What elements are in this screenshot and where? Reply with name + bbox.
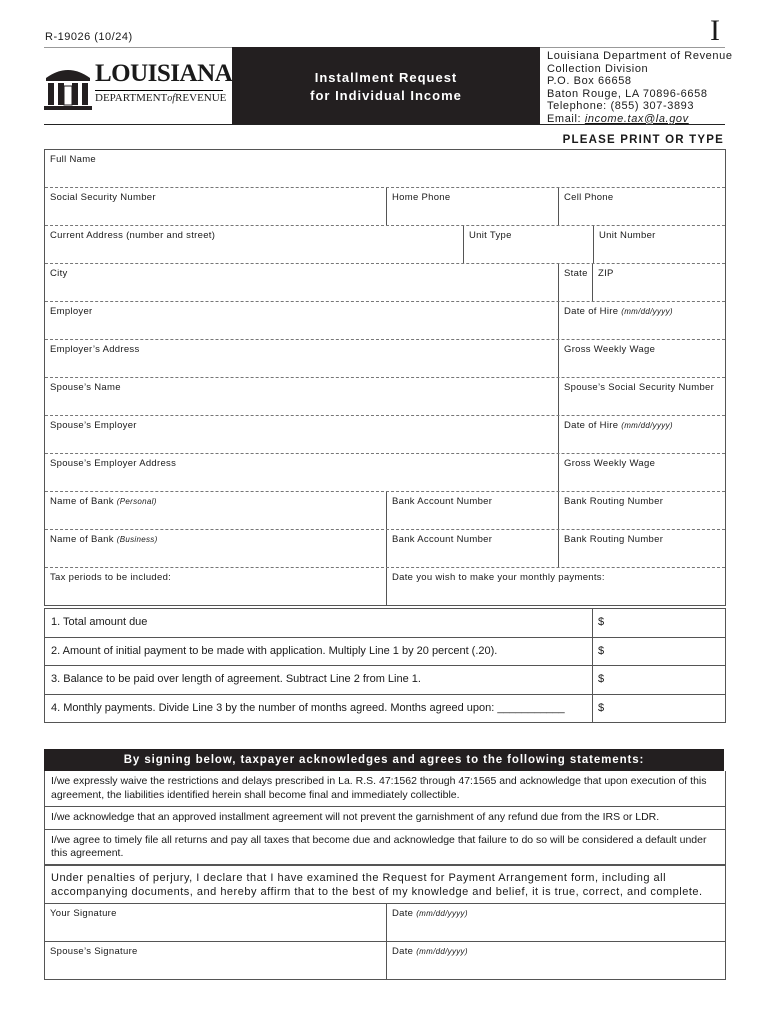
spouse-signature-date-field[interactable]: Date (mm/dd/yyyy) — [386, 942, 725, 979]
bank-routing-business-field[interactable]: Bank Routing Number — [558, 530, 725, 567]
form-number: R-19026 (10/24) — [45, 31, 133, 43]
bank-account-personal-field[interactable]: Bank Account Number — [386, 492, 558, 529]
logo-name: LOUISIANA — [95, 60, 233, 87]
logo-subtitle: DEPARTMENTofREVENUE — [95, 92, 227, 104]
form-row — [45, 529, 725, 567]
spouse-gross-weekly-wage-field[interactable]: Gross Weekly Wage — [558, 454, 725, 491]
address-line: Telephone: (855) 307-3893 — [547, 100, 695, 112]
spouse-date-of-hire-field[interactable]: Date of Hire (mm/dd/yyyy) — [558, 416, 725, 453]
line-1-label: 1. Total amount due — [45, 609, 593, 637]
spouse-ssn-field[interactable]: Spouse’s Social Security Number — [558, 378, 725, 415]
cell-phone-field[interactable]: Cell Phone — [558, 188, 725, 225]
address-line: Collection Division — [547, 62, 649, 75]
address-line: Louisiana Department of Revenue — [547, 50, 733, 62]
form-row — [45, 491, 725, 529]
form-row — [45, 150, 725, 187]
acknowledgement-statements — [44, 771, 726, 866]
bank-account-business-field[interactable]: Bank Account Number — [386, 530, 558, 567]
line-2-label: 2. Amount of initial payment to be made with application. Multiply Line 1 by 20 percent (.20). — [45, 638, 593, 666]
city-field[interactable]: City — [50, 268, 68, 279]
tax-periods-field[interactable]: Tax periods to be included: — [50, 572, 172, 583]
taxpayer-info-grid — [44, 149, 726, 606]
bank-name-business-field[interactable]: Name of Bank (Business) — [50, 534, 158, 545]
line-3-label: 3. Balance to be paid over length of agreement. Subtract Line 2 from Line 1. — [45, 666, 593, 694]
address-line: P.O. Box 66658 — [547, 75, 632, 87]
unit-type-field[interactable]: Unit Type — [463, 226, 593, 263]
calc-row — [45, 609, 725, 637]
form-row — [45, 415, 725, 453]
spouse-employer-field[interactable]: Spouse’s Employer — [50, 420, 137, 431]
address-line: Baton Rouge, LA 70896-6658 — [547, 87, 708, 100]
home-phone-field[interactable]: Home Phone — [386, 188, 558, 225]
spouse-signature-field[interactable]: Spouse’s Signature — [50, 946, 138, 957]
unit-number-field[interactable]: Unit Number — [593, 226, 725, 263]
form-title — [232, 47, 540, 124]
line-4-label: 4. Monthly payments. Divide Line 3 by the number of months agreed. Months agreed upon: ___________ — [45, 695, 593, 723]
payment-calculation-table — [44, 608, 726, 723]
employer-address-field[interactable]: Employer’s Address — [50, 344, 140, 355]
form-row — [45, 263, 725, 301]
acknowledgement-heading: By signing below, taxpayer acknowledges and agrees to the following statements: — [44, 749, 724, 771]
calc-row — [45, 665, 725, 694]
ssn-field[interactable]: Social Security Number — [50, 192, 156, 203]
form-row — [45, 301, 725, 339]
zip-field[interactable]: ZIP — [592, 264, 725, 301]
line-2-amount[interactable]: $ — [598, 644, 605, 657]
current-address-field[interactable]: Current Address (number and street) — [50, 230, 216, 241]
employer-field[interactable]: Employer — [50, 306, 93, 317]
corner-mark: I — [710, 14, 720, 47]
form-row — [45, 567, 725, 605]
line-4-amount[interactable]: $ — [598, 701, 605, 714]
spouse-name-field[interactable]: Spouse’s Name — [50, 382, 121, 393]
statement-3: I/we agree to timely file all returns and pay all taxes that become due and acknowledge that failure to do so will be considered a default under this agreement. — [45, 829, 725, 865]
statement-1: I/we expressly waive the restrictions and delays prescribed in La. R.S. 47:1562 through 47:1565 and acknowledge that upon execution of this agreement, the liabilities identified herein shall become final and immediately collectible. — [51, 775, 707, 801]
form-row — [45, 377, 725, 415]
state-field[interactable]: State — [558, 264, 592, 301]
your-signature-field[interactable]: Your Signature — [50, 908, 117, 919]
payment-date-field[interactable]: Date you wish to make your monthly payments: — [386, 568, 725, 605]
full-name-field[interactable]: Full Name — [50, 154, 96, 165]
agency-address — [547, 50, 733, 125]
calc-row — [45, 694, 725, 723]
bank-routing-personal-field[interactable]: Bank Routing Number — [558, 492, 725, 529]
signature-date-field[interactable]: Date (mm/dd/yyyy) — [386, 904, 725, 941]
gross-weekly-wage-field[interactable]: Gross Weekly Wage — [558, 340, 725, 377]
spouse-employer-address-field[interactable]: Spouse’s Employer Address — [50, 458, 177, 469]
title-line-1: Installment Request — [314, 70, 458, 85]
signature-row — [45, 941, 725, 979]
form-row — [45, 187, 725, 225]
perjury-declaration: Under penalties of perjury, I declare that I have examined the Request for Payment Arrangement form, including all accompanying documents, and hereby affirm that to the best of my knowledge and belief, it is true, correct, and complete. — [51, 872, 703, 898]
form-row — [45, 453, 725, 491]
bank-name-personal-field[interactable]: Name of Bank (Personal) — [50, 496, 157, 507]
statement-2: I/we acknowledge that an approved installment agreement will not prevent the garnishment of any refund due from the IRS or LDR. — [45, 806, 725, 829]
title-line-2: for Individual Income — [310, 88, 462, 103]
line-1-amount[interactable]: $ — [598, 616, 605, 628]
line-3-amount[interactable]: $ — [598, 673, 605, 685]
signature-row — [45, 903, 725, 941]
header-underline — [44, 124, 725, 125]
calc-row — [45, 637, 725, 666]
email-link[interactable]: income.tax@la.gov — [584, 112, 689, 125]
form-row — [45, 225, 725, 263]
email-line: Email: income.tax@la.gov — [547, 112, 689, 125]
form-row — [45, 339, 725, 377]
date-of-hire-field[interactable]: Date of Hire (mm/dd/yyyy) — [558, 302, 725, 339]
print-instruction: PLEASE PRINT OR TYPE — [562, 134, 724, 146]
signature-section — [44, 864, 726, 980]
